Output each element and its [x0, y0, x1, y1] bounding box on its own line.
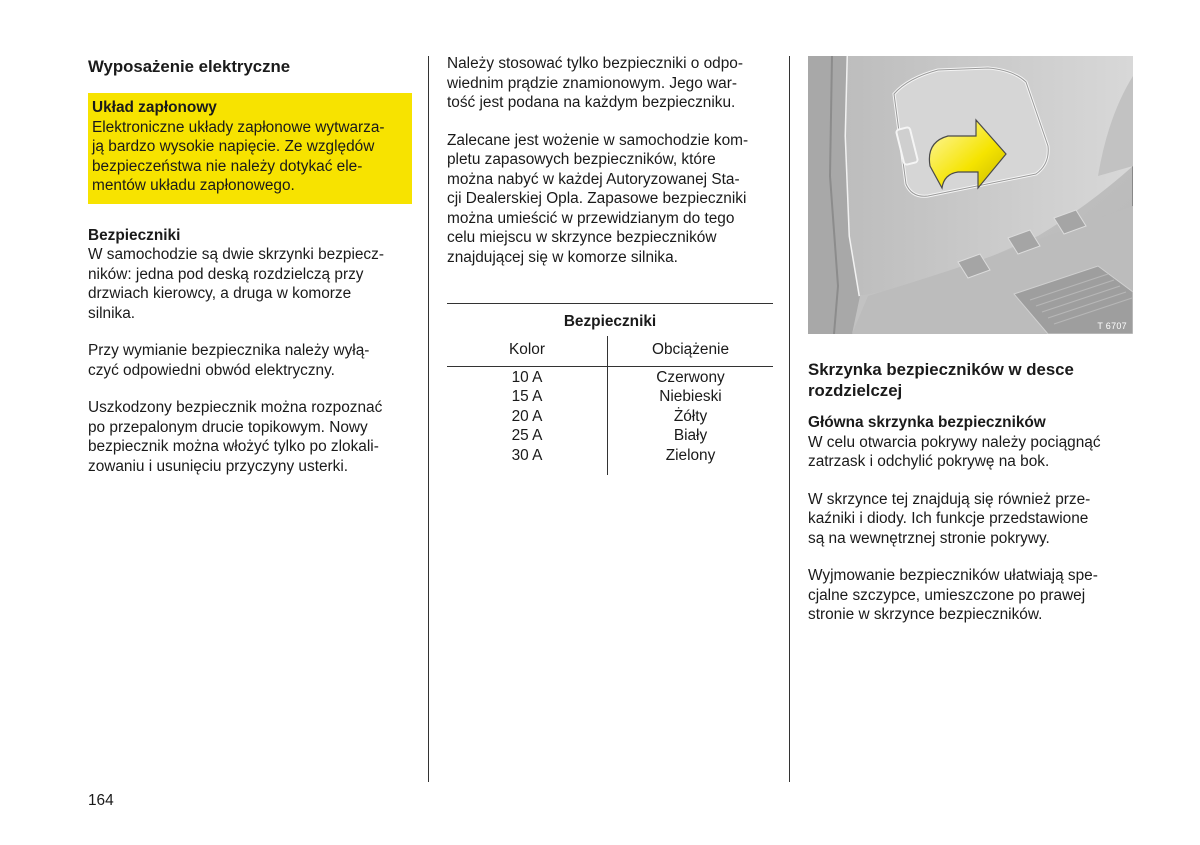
- table-row: [447, 446, 773, 476]
- text-line: W skrzynce tej znajdują się również prze-: [808, 490, 1091, 508]
- paragraph-fuse-boxes: [88, 245, 413, 323]
- table-cell-amperage: 15 A: [447, 387, 608, 407]
- paragraph-blown-fuse: [88, 398, 413, 476]
- table-row: [447, 407, 773, 427]
- page-number: 164: [88, 792, 114, 809]
- table-body: [447, 367, 773, 476]
- column-2: [447, 54, 773, 475]
- main-fusebox-heading: Główna skrzynka bezpieczników: [808, 414, 1046, 431]
- paragraph-relays: [808, 490, 1133, 549]
- text-line: cjalne szczypce, umieszczone po prawej: [808, 586, 1086, 604]
- paragraph-spare-fuses: [447, 131, 773, 268]
- section-title-electrical: Wyposażenie elektryczne: [88, 57, 291, 76]
- warning-heading: Układ zapłonowy: [92, 99, 217, 116]
- paragraph-pliers: [808, 566, 1133, 625]
- warning-line: Elektroniczne układy zapłonowe wytwarza-: [92, 118, 385, 136]
- warning-line: ją bardzo wysokie napięcie. Ze względów: [92, 138, 375, 155]
- text-line: Uszkodzony bezpiecznik można rozpoznać: [88, 399, 383, 416]
- text-line: są na wewnętrznej stronie pokrywy.: [808, 529, 1050, 547]
- column-header-color: Kolor: [447, 336, 608, 366]
- table-cell-color: Czerwony: [656, 368, 725, 386]
- warning-line: bezpieczeństwa nie należy dotykać ele-: [92, 157, 363, 175]
- table-header-row: [447, 336, 773, 367]
- text-line: W samochodzie są dwie skrzynki bezpiecz-: [88, 246, 384, 263]
- fuses-section: [88, 226, 413, 477]
- text-line: W celu otwarcia pokrywy należy pociągnąć: [808, 433, 1101, 451]
- text-line: zowaniu i usunięciu przyczyny usterki.: [88, 457, 349, 475]
- table-title: Bezpieczniki: [563, 313, 657, 330]
- table-cell-amperage: 25 A: [447, 426, 608, 446]
- text-line: stronie w skrzynce bezpieczników.: [808, 606, 1043, 623]
- text-line: kaźniki i diody. Ich funkcje przedstawione: [808, 510, 1089, 527]
- text-line: bezpiecznik można włożyć tylko po zlokali-: [88, 438, 379, 455]
- table-cell-color: Niebieski: [659, 388, 722, 405]
- table-cell-color: Żółty: [673, 407, 708, 425]
- text-line: Należy stosować tylko bezpieczniki o odpo-: [447, 55, 743, 72]
- table-row: [447, 426, 773, 446]
- column-divider-1: [428, 56, 429, 782]
- text-line: Zalecane jest wożenie w samochodzie kom-: [447, 131, 749, 149]
- dashboard-fusebox-section: [808, 359, 1133, 625]
- table-cell-color: Biały: [673, 427, 708, 444]
- text-line: można umieścić w przewidzianym do tego: [447, 209, 735, 227]
- text-line: drzwiach kierowcy, a druga w komorze: [88, 285, 352, 302]
- text-line: pletu zapasowych bezpieczników, które: [447, 151, 716, 168]
- text-line: cji Dealerskiej Opla. Zapasowe bezpieczniki: [447, 190, 747, 207]
- text-line: silnika.: [88, 304, 136, 322]
- text-line: Wyjmowanie bezpieczników ułatwiają spe-: [808, 567, 1098, 584]
- fuse-color-table: [447, 303, 773, 475]
- table-row: [447, 387, 773, 407]
- paragraph-replace-fuse: [88, 341, 413, 380]
- section-title-line: rozdzielczej: [808, 381, 903, 400]
- table-cell-color: Zielony: [665, 446, 716, 464]
- warning-line: mentów układu zapłonowego.: [92, 177, 295, 194]
- text-line: zatrzask i odchylić pokrywę na bok.: [808, 453, 1050, 470]
- figure-code-label: T 6707: [1097, 321, 1127, 331]
- section-title-line: Skrzynka bezpieczników w desce: [808, 360, 1074, 379]
- table-row: [447, 367, 773, 388]
- column-divider-2: [789, 56, 790, 782]
- fuse-box-illustration: [808, 56, 1133, 334]
- text-line: czyć odpowiedni obwód elektryczny.: [88, 361, 335, 379]
- table-cell-amperage: 10 A: [447, 367, 608, 388]
- text-line: ników: jedna pod deską rozdzielczą przy: [88, 265, 364, 283]
- text-line: wiednim prądzie znamionowym. Jego war-: [447, 74, 737, 92]
- column-header-load: Obciążenie: [652, 341, 729, 358]
- text-line: znajdującej się w komorze silnika.: [447, 248, 678, 266]
- text-line: można nabyć w każdej Autoryzowanej Sta-: [447, 170, 740, 188]
- warning-box-ignition: [88, 93, 412, 204]
- column-1: [88, 56, 413, 476]
- text-line: po przepalonym drucie topikowym. Nowy: [88, 418, 368, 436]
- text-line: Przy wymianie bezpiecznika należy wyłą-: [88, 342, 370, 359]
- paragraph-open-cover: [808, 433, 1133, 472]
- paragraph-rated-current: [447, 54, 773, 113]
- table-cell-amperage: 20 A: [447, 407, 608, 427]
- fuse-box-drawing: [808, 56, 1133, 334]
- fuses-heading: Bezpieczniki: [88, 226, 181, 244]
- text-line: celu miejscu w skrzynce bezpieczników: [447, 229, 717, 246]
- text-line: tość jest podana na każdym bezpieczniku.: [447, 94, 736, 111]
- column-3: [808, 56, 1133, 625]
- table-cell-amperage: 30 A: [447, 446, 608, 476]
